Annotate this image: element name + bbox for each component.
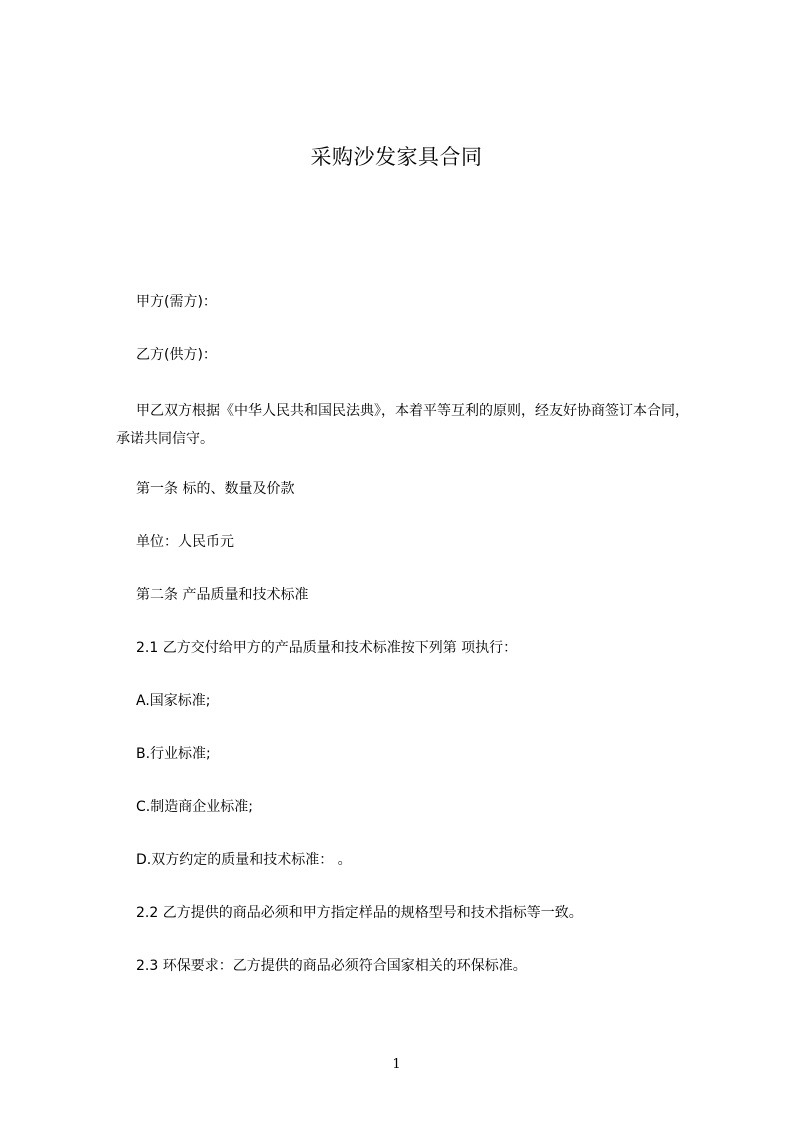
page-number: 1 (392, 1057, 401, 1072)
document-title: 采购沙发家具合同 (310, 145, 483, 169)
article-2-heading: 第二条 产品质量和技术标准 (136, 587, 309, 603)
option-a: A.国家标准; (136, 693, 211, 709)
option-b: B.行业标准; (136, 746, 211, 762)
clause-2-3: 2.3 环保要求：乙方提供的商品必须符合国家相关的环保标准。 (136, 958, 527, 974)
clause-2-1: 2.1 乙方交付给甲方的产品质量和技术标准按下列第 项执行： (136, 640, 518, 656)
option-d: D.双方约定的质量和技术标准： 。 (136, 852, 352, 868)
preamble-paragraph: 甲乙双方根据《中华人民共和国民法典》，本着平等互利的原则，经友好协商签订本合同，承诺共同信守。 (116, 403, 689, 447)
clause-2-2: 2.2 乙方提供的商品必须和甲方指定样品的规格型号和技术指标等一致。 (136, 905, 583, 921)
party-b-line: 乙方(供方)： (136, 347, 217, 363)
option-c: C.制造商企业标准; (136, 799, 253, 815)
party-a-line: 甲方(需方)： (136, 294, 217, 310)
currency-unit-line: 单位：人民币元 (136, 534, 234, 550)
article-1-heading: 第一条 标的、数量及价款 (136, 481, 295, 497)
